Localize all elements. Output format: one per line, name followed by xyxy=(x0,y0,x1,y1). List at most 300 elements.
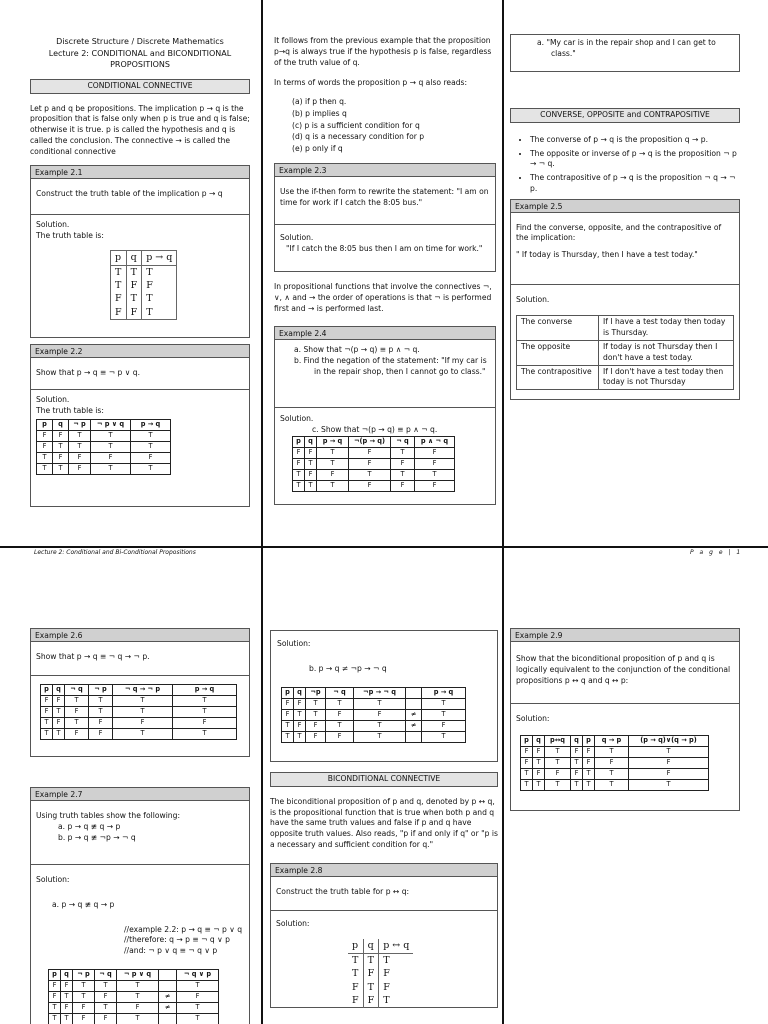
table-cell: F xyxy=(282,698,294,709)
column-header: p xyxy=(37,420,53,431)
table-row xyxy=(111,292,177,305)
column-header xyxy=(159,969,177,980)
table-cell: T xyxy=(521,768,533,779)
column-header: p ∧ ¬ q xyxy=(415,436,455,447)
example-title: Example 2.8 xyxy=(271,864,497,877)
table-cell: T xyxy=(49,1002,61,1013)
table-cell: T xyxy=(533,757,545,768)
table-cell: T xyxy=(571,779,583,790)
section-band: CONDITIONAL CONNECTIVE xyxy=(30,79,250,94)
table-cell: F xyxy=(69,453,91,464)
column-header: ¬ p xyxy=(69,420,91,431)
table-cell: T xyxy=(583,779,595,790)
table-cell: F xyxy=(354,709,406,720)
section-band: CONVERSE, OPPOSITE and CONTRAPOSITIVE xyxy=(510,108,740,123)
table-header-row xyxy=(282,687,466,698)
table-cell xyxy=(406,698,422,709)
table-cell: F xyxy=(91,453,131,464)
example-task: Use the if-then form to rewrite the statement: "I am on time for work if I catch the 8:05 bus." xyxy=(280,187,489,207)
column-header: q xyxy=(61,969,73,980)
column-header: ¬ p xyxy=(89,685,113,696)
truth-table xyxy=(348,939,413,1007)
column-header: ¬ q → ¬ p xyxy=(113,685,173,696)
column-header: p xyxy=(282,687,294,698)
page1-col3 xyxy=(510,34,740,400)
example-title: Example 2.6 xyxy=(31,629,249,642)
example-title: Example 2.2 xyxy=(31,345,249,358)
table-cell: T xyxy=(422,709,466,720)
column-header: p↔q xyxy=(545,735,571,746)
table-cell: F xyxy=(69,464,91,475)
table-cell: T xyxy=(305,458,317,469)
table-cell: T xyxy=(354,731,406,742)
column-header: q xyxy=(305,436,317,447)
table-cell: T xyxy=(306,709,326,720)
table-cell: F xyxy=(583,757,595,768)
table-cell: T xyxy=(545,757,571,768)
table-cell: T xyxy=(326,720,354,731)
table-cell: F xyxy=(533,768,545,779)
table-header-row xyxy=(348,939,413,953)
lecture-title: Discrete Structure / Discrete Mathematics Lecture 2: CONDITIONAL and BICONDITIONAL PROPOSITIONS xyxy=(48,37,232,70)
table-row xyxy=(348,994,413,1007)
column-header: p xyxy=(49,969,61,980)
table-cell: F xyxy=(113,718,173,729)
table-cell: T xyxy=(95,1002,117,1013)
column-header: p xyxy=(41,685,53,696)
table-cell: T xyxy=(91,442,131,453)
table-cell: T xyxy=(349,469,391,480)
column-header xyxy=(406,687,422,698)
column-header: p xyxy=(348,939,363,953)
table-row xyxy=(37,464,171,475)
table-cell: T xyxy=(131,442,171,453)
table-cell: T xyxy=(293,469,305,480)
table-cell: T xyxy=(142,306,177,320)
table-cell: F xyxy=(352,981,359,993)
table-cell: T xyxy=(117,991,159,1002)
table-cell: T xyxy=(294,731,306,742)
column-header: ¬ p ∨ q xyxy=(117,969,159,980)
table-cell: T xyxy=(41,718,53,729)
page-number: P a g e | 1 xyxy=(690,549,743,556)
table-row xyxy=(293,480,455,491)
table-cell: F xyxy=(352,995,359,1007)
column-header: ¬ q xyxy=(65,685,89,696)
page1-col2 xyxy=(274,36,496,505)
table-cell: T xyxy=(595,746,629,757)
table-cell: T xyxy=(142,265,177,279)
table-cell: T xyxy=(629,779,709,790)
table-cell: F xyxy=(571,768,583,779)
table-cell: F xyxy=(131,453,171,464)
table-cell: T xyxy=(117,980,159,991)
solution-box: Solution: b. p → q ≠ ¬p → ¬ q p q ¬p ¬ q ¬p → ¬ q p → q F F T T T T F T T F F ≠ T T F F T T ≠ F T T F F T T xyxy=(270,630,498,762)
table-cell: T xyxy=(142,292,177,305)
example-title: Example 2.5 xyxy=(511,200,739,213)
column-header: ¬p → ¬ q xyxy=(354,687,406,698)
table-cell: T xyxy=(53,707,65,718)
table-cell: T xyxy=(352,954,359,966)
table-cell: T xyxy=(379,994,414,1007)
column-header: ¬ q xyxy=(95,969,117,980)
table-cell: T xyxy=(422,698,466,709)
table-cell: T xyxy=(595,768,629,779)
table-row xyxy=(111,306,177,320)
truth-table xyxy=(292,436,455,492)
truth-table xyxy=(110,250,177,320)
table-cell: T xyxy=(49,1013,61,1024)
table-cell: T xyxy=(126,265,142,279)
table-cell: T xyxy=(294,709,306,720)
truth-table xyxy=(48,969,219,1024)
table-cell: T xyxy=(317,480,349,491)
column-header: q xyxy=(533,735,545,746)
example-task: Construct the truth table for p ↔ q: xyxy=(276,886,410,896)
table-cell: F xyxy=(317,469,349,480)
column-header: q xyxy=(571,735,583,746)
table-cell: F xyxy=(305,469,317,480)
definition-table xyxy=(516,315,734,390)
column-header: ¬(p → q) xyxy=(349,436,391,447)
column-header: q xyxy=(126,251,142,265)
truth-table xyxy=(36,419,171,475)
table-cell: F xyxy=(53,431,69,442)
table-cell: F xyxy=(49,991,61,1002)
table-cell: T xyxy=(69,442,91,453)
column-header: p → q xyxy=(142,251,177,265)
table-cell: F xyxy=(53,718,65,729)
table-cell: T xyxy=(317,458,349,469)
table-cell: T xyxy=(177,980,219,991)
column-header: ¬ p ∨ q xyxy=(91,420,131,431)
table-cell: T xyxy=(53,442,69,453)
table-cell: T xyxy=(61,991,73,1002)
table-cell: T xyxy=(37,453,53,464)
table-cell: T xyxy=(69,431,91,442)
example-box-2-5: Example 2.5 Find the converse, opposite, and the contrapositive of the implication: " If today is Thursday, then I have a test today." Solution. The converse If I have a test today then today is Thursday. The opposite If today is not Thursday then I don't have a test today. The contrapositive If I don't have a test today then today is not Thursday xyxy=(510,199,740,400)
table-cell: T xyxy=(595,779,629,790)
table-cell: F xyxy=(95,1013,117,1024)
table-cell: T xyxy=(173,729,237,740)
table-row xyxy=(282,720,466,731)
table-cell: F xyxy=(306,720,326,731)
example-box-2-7: Example 2.7 Using truth tables show the following: a. p → q ≢ q → p b. p → q ≢ ¬p → ¬ q Solution: a. p → q ≢ q → p //example 2.2: p → q ≡ ¬ p ∨ q //therefore: q → p ≡ ¬ q ∨ p //and: ¬ p ∨ q ≡ ¬ q ∨ p p q ¬ p ¬ q ¬ p ∨ q ¬ q ∨ p F F T T T T F T T F T ≠ F T F F T F ≠ T T T F F T T xyxy=(30,787,250,1024)
table-row: The opposite If today is not Thursday then I don't have a test today. xyxy=(517,341,734,366)
annotation-notes: //example 2.2: p → q ≡ ¬ p ∨ q //therefore: q → p ≡ ¬ q ∨ p //and: ¬ p ∨ q ≡ ¬ q ∨ p xyxy=(124,924,243,956)
column-header: p → q xyxy=(317,436,349,447)
example-box-2-3: Example 2.3 Use the if-then form to rewrite the statement: "I am on time for work if I catch the 8:05 bus." Solution. "If I catch the 8:05 bus then I am on time for work." xyxy=(274,163,496,272)
table-cell: T xyxy=(73,980,95,991)
table-cell: T xyxy=(293,480,305,491)
table-cell: F xyxy=(545,768,571,779)
table-row xyxy=(37,442,171,453)
page2-col3 xyxy=(510,628,740,811)
truth-table xyxy=(520,735,709,791)
table-cell xyxy=(159,1013,177,1024)
table-row xyxy=(41,696,237,707)
table-cell: T xyxy=(363,953,379,967)
table-cell: F xyxy=(349,447,391,458)
table-row xyxy=(521,779,709,790)
example-title: Example 2.7 xyxy=(31,788,249,801)
table-cell: F xyxy=(363,994,379,1007)
column-header: q xyxy=(53,420,69,431)
column-header: p xyxy=(521,735,533,746)
page1-col1 xyxy=(30,36,250,507)
table-row xyxy=(521,757,709,768)
table-cell: F xyxy=(65,729,89,740)
column-header: ¬ p xyxy=(73,969,95,980)
table-cell: F xyxy=(41,707,53,718)
paragraph: In propositional functions that involve the connectives ¬, ∨, ∧ and → the order of operations is that ¬ is performed first and → is performed last. xyxy=(274,282,492,313)
table-cell: F xyxy=(49,980,61,991)
table-row xyxy=(111,265,177,279)
table-row xyxy=(49,991,219,1002)
table-cell: T xyxy=(629,746,709,757)
table-row xyxy=(37,431,171,442)
table-cell: F xyxy=(73,1013,95,1024)
table-cell: T xyxy=(91,464,131,475)
table-cell: T xyxy=(571,757,583,768)
table-cell: T xyxy=(91,431,131,442)
example-task: Show that the biconditional proposition of p and q is logically equivalent to the conjunction of the conditional propositions p ↔ q and q ↔ p: xyxy=(516,654,731,685)
table-cell: T xyxy=(363,981,379,994)
definition-text: Let p and q be propositions. The implication p → q is the proposition that is false only when p is true and q is false; otherwise it is true. p is called the hypothesis and q is called the conclusion. The connective → is called the conditional connective xyxy=(30,103,250,156)
table-cell: F xyxy=(306,731,326,742)
table-row xyxy=(293,469,455,480)
table-cell: T xyxy=(177,1013,219,1024)
table-cell: T xyxy=(422,731,466,742)
table-row xyxy=(49,980,219,991)
table-cell: F xyxy=(293,458,305,469)
table-cell: T xyxy=(354,698,406,709)
column-header: ¬ q xyxy=(391,436,415,447)
table-row xyxy=(293,458,455,469)
table-cell: T xyxy=(177,1002,219,1013)
table-cell: T xyxy=(173,707,237,718)
table-cell: F xyxy=(415,447,455,458)
table-cell: T xyxy=(89,696,113,707)
column-header: q xyxy=(363,939,379,953)
table-cell: T xyxy=(113,696,173,707)
table-cell: ≠ xyxy=(406,720,422,731)
table-cell: F xyxy=(521,757,533,768)
table-cell: F xyxy=(629,757,709,768)
table-cell: F xyxy=(41,696,53,707)
table-cell: T xyxy=(306,698,326,709)
example-box-2-4: Example 2.4 a. Show that ¬(p → q) ≡ p ∧ ¬ q. b. Find the negation of the statement: "If my car is in the repair shop, then I cannot go to class." Solution. c. Show that ¬(p → q) ≡ p ∧ ¬ q. p q p → q ¬(p → q) ¬ q p ∧ ¬ q F F T F T F F T T F F F T F F T T T T T T F F F xyxy=(274,326,496,505)
table-cell: F xyxy=(177,991,219,1002)
example-task: Using truth tables show the following: xyxy=(36,811,181,820)
table-cell: F xyxy=(117,1002,159,1013)
table-cell: F xyxy=(89,729,113,740)
table-cell xyxy=(406,731,422,742)
footer-left: Lecture 2: Conditional and Bi-Conditional Propositions xyxy=(34,549,196,556)
column-header: p ↔ q xyxy=(379,939,414,953)
example-box-2-2: Example 2.2 Show that p → q ≡ ¬ p ∨ q. Solution. The truth table is: p q ¬ p ¬ p ∨ q p → q F F T T T F T T T T T F F F F T T F T T xyxy=(30,344,250,507)
table-cell: T xyxy=(37,464,53,475)
column-header: p xyxy=(293,436,305,447)
table-cell: T xyxy=(521,779,533,790)
table-cell: T xyxy=(73,991,95,1002)
column-header: ¬ q xyxy=(326,687,354,698)
table-row xyxy=(348,981,413,994)
table-cell: F xyxy=(305,447,317,458)
table-cell: T xyxy=(53,729,65,740)
table-header-row xyxy=(293,436,455,447)
table-cell: F xyxy=(73,1002,95,1013)
example-title: Example 2.3 xyxy=(275,164,495,177)
answer-box: a. "My car is in the repair shop and I can get to class." xyxy=(510,34,740,72)
table-header-row xyxy=(49,969,219,980)
table-cell: F xyxy=(95,991,117,1002)
table-row xyxy=(348,953,413,967)
table-header-row xyxy=(41,685,237,696)
table-cell: F xyxy=(571,746,583,757)
example-title: Example 2.4 xyxy=(275,327,495,340)
table-cell: T xyxy=(126,292,142,305)
table-cell: T xyxy=(173,696,237,707)
table-cell: F xyxy=(583,746,595,757)
table-cell: T xyxy=(326,698,354,709)
table-cell: F xyxy=(115,293,122,305)
table-cell: T xyxy=(282,720,294,731)
table-cell: F xyxy=(521,746,533,757)
table-cell: T xyxy=(113,707,173,718)
table-cell: F xyxy=(65,707,89,718)
table-row xyxy=(282,731,466,742)
table-cell: T xyxy=(65,696,89,707)
table-cell: T xyxy=(282,731,294,742)
table-cell: F xyxy=(293,447,305,458)
column-header: p → q xyxy=(131,420,171,431)
table-cell: T xyxy=(354,720,406,731)
table-cell: F xyxy=(37,442,53,453)
table-cell: F xyxy=(533,746,545,757)
table-row xyxy=(111,279,177,292)
table-cell: F xyxy=(415,480,455,491)
table-cell: T xyxy=(391,469,415,480)
table-row: The contrapositive If I don't have a test today then today is not Thursday xyxy=(517,365,734,390)
table-cell: F xyxy=(173,718,237,729)
paragraph: It follows from the previous example that the proposition p→q is always true if the hypothesis p is false, regardless of the truth value of q. xyxy=(274,36,492,67)
table-header-row xyxy=(111,251,177,265)
table-cell: T xyxy=(89,707,113,718)
table-cell: T xyxy=(305,480,317,491)
example-task: Construct the truth table of the implication p → q xyxy=(36,189,223,199)
table-cell: F xyxy=(61,980,73,991)
table-cell: ≠ xyxy=(159,1002,177,1013)
column-header: p xyxy=(583,735,595,746)
table-row xyxy=(41,707,237,718)
table-cell: F xyxy=(37,431,53,442)
column-header: (p → q)∨(q → p) xyxy=(629,735,709,746)
column-divider xyxy=(502,0,504,1024)
example-box-2-6 xyxy=(30,628,250,757)
table-cell: F xyxy=(61,1002,73,1013)
paragraph: The biconditional proposition of p and q, denoted by p ↔ q, is the propositional function that is true when both p and q have the same truth values and false if p and q have opposite truth values. Also reads, "p if and only if q" or "p is a necessary and sufficient condition for q." xyxy=(270,796,498,849)
table-row xyxy=(282,709,466,720)
table-cell: F xyxy=(326,709,354,720)
example-task: Show that p → q ≡ ¬ q → ¬ p. xyxy=(36,652,150,661)
table-row xyxy=(41,718,237,729)
column-header: p → q xyxy=(422,687,466,698)
page-divider xyxy=(0,546,768,548)
table-cell: ≠ xyxy=(406,709,422,720)
table-cell: T xyxy=(115,266,122,278)
table-cell: T xyxy=(545,779,571,790)
table-cell: F xyxy=(89,718,113,729)
column-header: q xyxy=(53,685,65,696)
table-cell: F xyxy=(126,279,142,292)
table-cell: F xyxy=(595,757,629,768)
table-cell: F xyxy=(294,698,306,709)
table-cell: T xyxy=(379,953,414,967)
table-cell: F xyxy=(115,306,122,318)
table-cell: T xyxy=(61,1013,73,1024)
table-row xyxy=(348,967,413,980)
table-cell: F xyxy=(349,480,391,491)
table-cell: T xyxy=(317,447,349,458)
example-task: Show that p → q ≡ ¬ p ∨ q. xyxy=(36,368,140,378)
truth-table xyxy=(281,687,466,743)
table-cell: F xyxy=(391,458,415,469)
table-cell: T xyxy=(545,746,571,757)
table-header-row xyxy=(521,735,709,746)
table-cell: T xyxy=(117,1013,159,1024)
table-cell: F xyxy=(282,709,294,720)
example-title: Example 2.1 xyxy=(31,166,249,179)
table-row xyxy=(41,729,237,740)
table-cell: F xyxy=(326,731,354,742)
table-row xyxy=(37,453,171,464)
paragraph: In terms of words the proposition p → q also reads: xyxy=(274,78,468,88)
table-row xyxy=(282,698,466,709)
table-cell: F xyxy=(363,967,379,980)
table-cell: T xyxy=(95,980,117,991)
column-header: q → p xyxy=(595,735,629,746)
table-cell: T xyxy=(53,464,69,475)
table-cell: F xyxy=(53,453,69,464)
example-title: Example 2.9 xyxy=(511,629,739,642)
table-row xyxy=(49,1002,219,1013)
column-header: q xyxy=(294,687,306,698)
table-row xyxy=(49,1013,219,1024)
table-row xyxy=(521,746,709,757)
example-box-2-1: Example 2.1 Construct the truth table of the implication p → q Solution. The truth table is: p q p → q T T T T F F F T T F F T xyxy=(30,165,250,338)
table-cell: T xyxy=(583,768,595,779)
table-cell: F xyxy=(349,458,391,469)
table-cell: ≠ xyxy=(159,991,177,1002)
table-cell: F xyxy=(391,480,415,491)
table-cell: F xyxy=(415,458,455,469)
example-box-2-8: Example 2.8 Construct the truth table for p ↔ q: Solution: p q p ↔ q T T T T F F F T F F F T xyxy=(270,863,498,1008)
column-header: p xyxy=(111,251,127,265)
table-cell: F xyxy=(53,696,65,707)
table-row xyxy=(521,768,709,779)
column-header: p → q xyxy=(173,685,237,696)
column-header: ¬p xyxy=(306,687,326,698)
column-divider xyxy=(261,0,263,1024)
table-cell: T xyxy=(391,447,415,458)
table-cell: F xyxy=(126,306,142,320)
table-cell: F xyxy=(379,967,414,980)
page2-col2 xyxy=(270,630,498,1008)
truth-table xyxy=(40,684,237,740)
table-row xyxy=(293,447,455,458)
example-task: Find the converse, opposite, and the contrapositive of the implication: xyxy=(516,222,722,243)
